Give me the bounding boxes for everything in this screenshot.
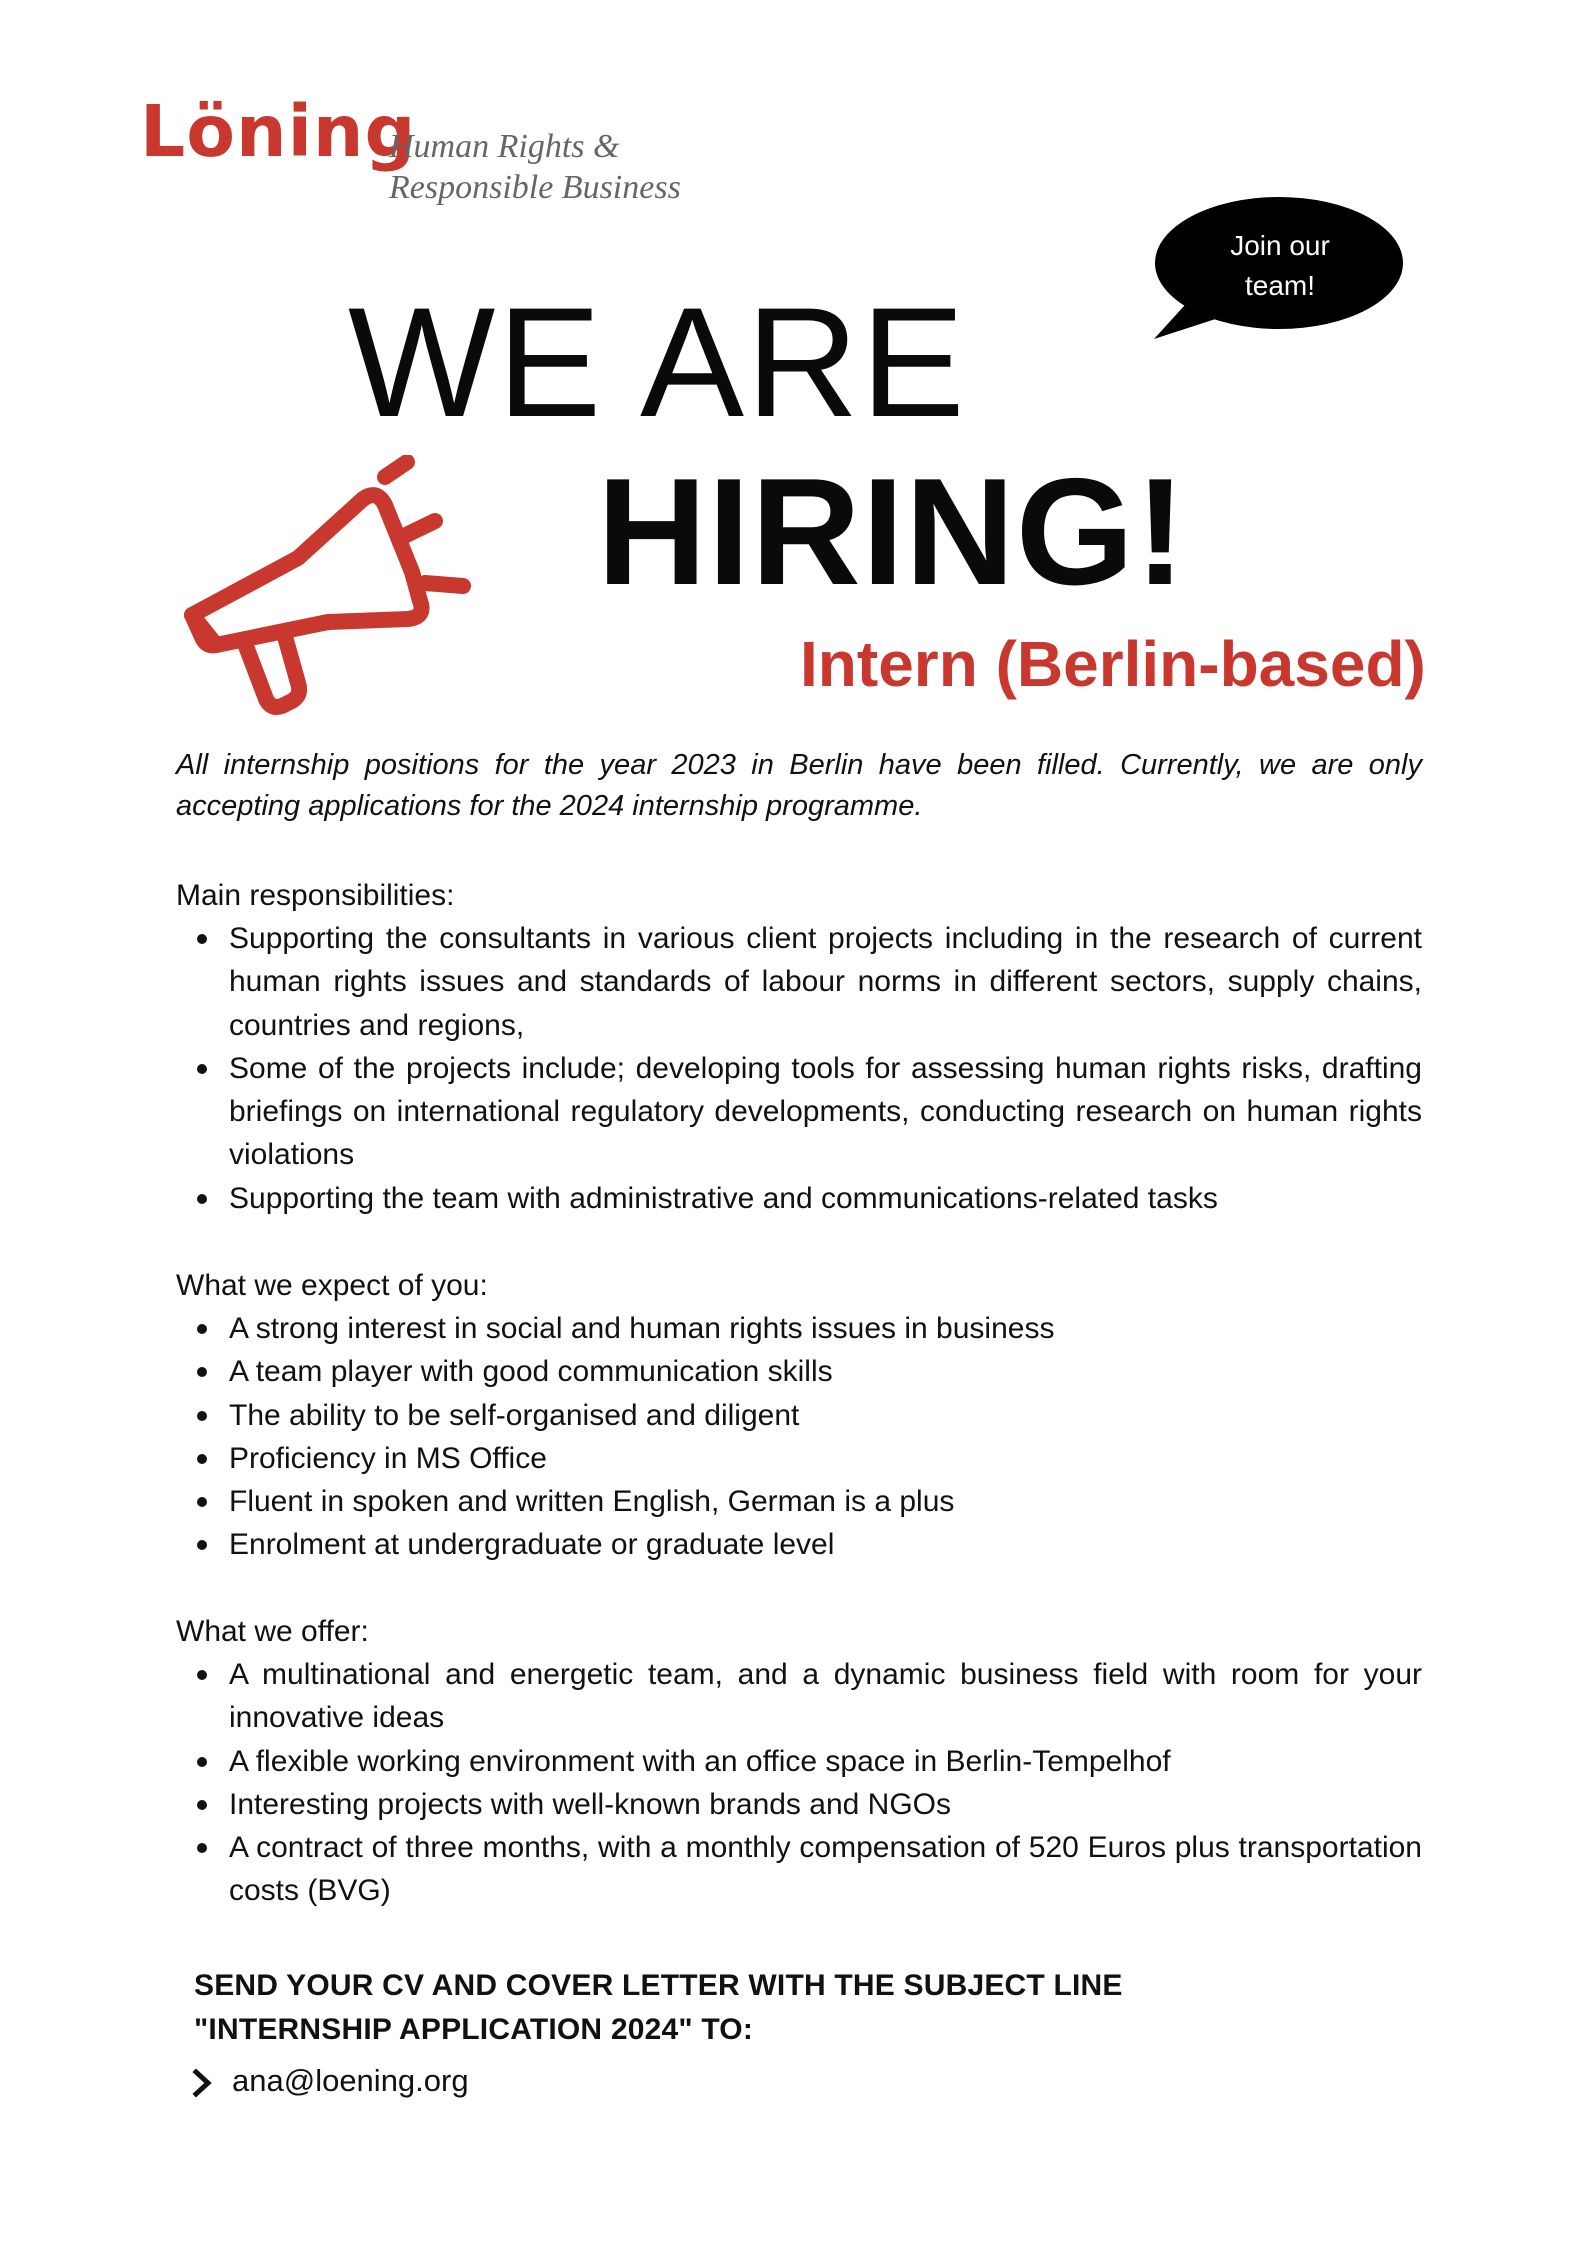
list-item: Supporting the consultants in various client projects including in the research of current human rights issues and standards of labour norms in different sectors, supply chains, countries and regions, xyxy=(176,917,1422,1047)
availability-notice: All internship positions for the year 2023 in Berlin have been filled. Currently, we are only accepting applications for the 2024 internship programme. xyxy=(176,749,1422,822)
headline-hiring: HIRING! xyxy=(597,447,1187,617)
offer-title: What we offer: xyxy=(176,1615,369,1648)
application-instructions xyxy=(194,1964,1123,2052)
list-item: A contract of three months, with a monthly compensation of 520 Euros plus transportation costs (BVG) xyxy=(176,1826,1422,1913)
megaphone-icon xyxy=(180,455,480,725)
logo-tagline-line1: Human Rights & xyxy=(389,128,620,165)
responsibilities-list xyxy=(176,917,1422,1220)
list-item: A flexible working environment with an office space in Berlin-Tempelhof xyxy=(176,1740,1422,1783)
list-item: Supporting the team with administrative and communications-related tasks xyxy=(176,1177,1422,1220)
list-item: Interesting projects with well-known brands and NGOs xyxy=(176,1783,1422,1826)
list-item: Proficiency in MS Office xyxy=(176,1437,1422,1480)
list-item: The ability to be self-organised and diligent xyxy=(176,1394,1422,1437)
list-item: Some of the projects include; developing tools for assessing human rights risks, drafting briefings on international regulatory developments, conducting research on human rights violations xyxy=(176,1047,1422,1177)
list-item: Fluent in spoken and written English, German is a plus xyxy=(176,1480,1422,1523)
list-item: A multinational and energetic team, and a dynamic business field with room for your innovative ideas xyxy=(176,1653,1422,1740)
role-title: Intern (Berlin-based) xyxy=(800,628,1426,700)
speech-bubble-line2: team! xyxy=(1244,270,1316,301)
list-item: A strong interest in social and human rights issues in business xyxy=(176,1307,1422,1350)
offer-list xyxy=(176,1653,1422,1913)
application-instructions-line1: SEND YOUR CV AND COVER LETTER WITH THE SUBJECT LINE xyxy=(194,1969,1123,2002)
contact-email-link[interactable]: ana@loening.org xyxy=(232,2063,469,2098)
expectations-list xyxy=(176,1307,1422,1567)
speech-bubble-text xyxy=(1160,226,1400,306)
list-item: Enrolment at undergraduate or graduate level xyxy=(176,1523,1422,1566)
logo-tagline-line2: Responsible Business xyxy=(389,169,681,206)
speech-bubble-line1: Join our xyxy=(1230,230,1330,261)
logo-tagline xyxy=(389,126,681,208)
logo-wordmark: Löning xyxy=(140,90,417,173)
expectations-title: What we expect of you: xyxy=(176,1269,488,1302)
headline-we-are: WE ARE xyxy=(348,276,967,450)
list-item: A team player with good communication skills xyxy=(176,1350,1422,1393)
responsibilities-title: Main responsibilities: xyxy=(176,879,455,912)
chevron-right-icon xyxy=(190,2066,216,2100)
application-instructions-line2: "INTERNSHIP APPLICATION 2024" TO: xyxy=(194,2013,754,2046)
